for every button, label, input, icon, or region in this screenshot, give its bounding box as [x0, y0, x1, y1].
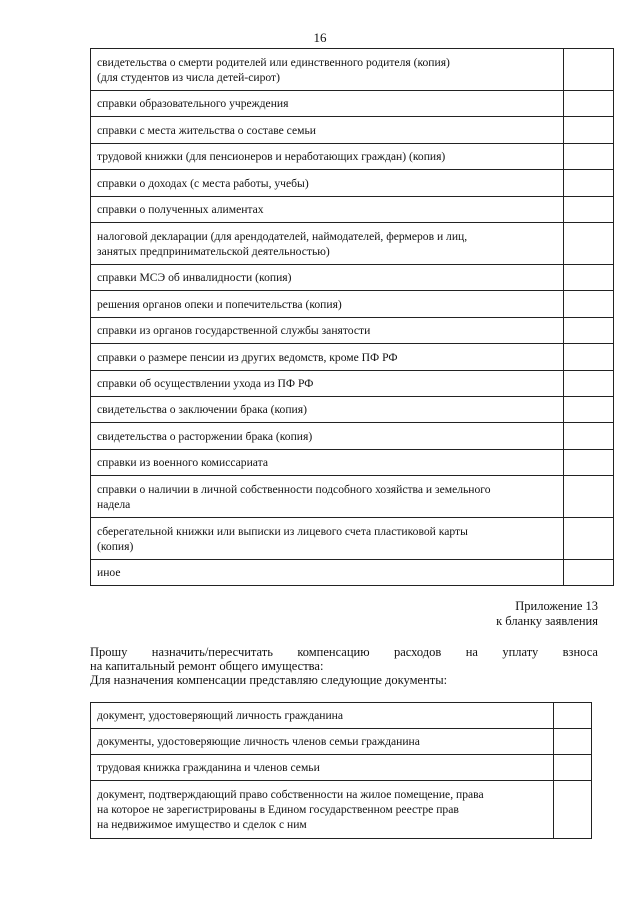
top-table-row-checkbox-cell[interactable]: [564, 223, 614, 265]
appendix-header: [496, 599, 598, 629]
bottom-table-row: [91, 781, 592, 839]
top-table-row-text-line: свидетельства о расторжении брака (копия): [97, 429, 313, 443]
request-line-2: на капитальный ремонт общего имущества:: [90, 659, 324, 673]
top-table-row: [91, 476, 614, 518]
documents-table-top: [90, 48, 614, 586]
top-table-row-label: [91, 371, 564, 397]
top-table-row-text-line: занятых предпринимательской деятельностью): [97, 244, 330, 258]
bottom-table-row-text-line: трудовая книжка гражданина и членов семьи: [97, 761, 320, 774]
top-table-row: [91, 518, 614, 560]
top-table-row-text-line: сберегательной книжки или выписки из лицевого счета пластиковой карты: [97, 524, 468, 538]
bottom-table-row-label: [91, 755, 554, 781]
top-table-row-label: [91, 144, 564, 170]
top-table-row: [91, 423, 614, 450]
top-table-row-label: [91, 265, 564, 291]
top-table-row-text-line: справки с места жительства о составе семьи: [97, 123, 316, 137]
top-table-row-label: [91, 197, 564, 223]
top-table-row-checkbox-cell[interactable]: [564, 265, 614, 291]
top-table-row-checkbox-cell[interactable]: [564, 344, 614, 371]
documents-table-bottom-body: [91, 703, 592, 839]
top-table-row-label: [91, 223, 564, 265]
documents-table-top-body: [91, 49, 614, 586]
top-table-row-checkbox-cell[interactable]: [564, 197, 614, 223]
top-table-row-checkbox-cell[interactable]: [564, 170, 614, 197]
top-table-row-label: [91, 170, 564, 197]
bottom-table-row-checkbox-cell[interactable]: [554, 755, 592, 781]
bottom-table-row-text-line: документы, удостоверяющие личность членов семьи гражданина: [97, 735, 420, 748]
top-table-row-label: [91, 518, 564, 560]
top-table-row-label: [91, 397, 564, 423]
top-table-row-text-line: налоговой декларации (для арендодателей, наймодателей, фермеров и лиц,: [97, 229, 468, 243]
top-table-row-label: [91, 476, 564, 518]
top-table-row-checkbox-cell[interactable]: [564, 423, 614, 450]
top-table-row-label: [91, 91, 564, 117]
bottom-table-row-checkbox-cell[interactable]: [554, 729, 592, 755]
top-table-row-text-line: справки о размере пенсии из других ведомств, кроме ПФ РФ: [97, 350, 398, 364]
top-table-row: [91, 344, 614, 371]
top-table-row: [91, 318, 614, 344]
top-table-row: [91, 170, 614, 197]
top-table-row: [91, 397, 614, 423]
bottom-table-row: [91, 703, 592, 729]
top-table-row-checkbox-cell[interactable]: [564, 371, 614, 397]
top-table-row-text-line: справки из органов государственной службы занятости: [97, 324, 371, 337]
top-table-row-label: [91, 344, 564, 371]
bottom-table-row-text-line: на недвижимое имущество и сделок с ним: [97, 818, 307, 831]
documents-table-bottom: [90, 702, 592, 839]
top-table-row: [91, 223, 614, 265]
top-table-row-label: [91, 318, 564, 344]
request-line-3: Для назначения компенсации представляю следующие документы:: [90, 673, 448, 687]
top-table-row-text-line: справки об осуществлении ухода из ПФ РФ: [97, 377, 314, 390]
top-table-row: [91, 117, 614, 144]
top-table-row-text-line: свидетельства о заключении брака (копия): [97, 403, 307, 416]
top-table-row: [91, 144, 614, 170]
bottom-table-row-label: [91, 729, 554, 755]
top-table-row: [91, 91, 614, 117]
top-table-row: [91, 265, 614, 291]
bottom-table-row: [91, 755, 592, 781]
top-table-row-checkbox-cell[interactable]: [564, 117, 614, 144]
top-table-row-checkbox-cell[interactable]: [564, 291, 614, 318]
top-table-row-text-line: справки о наличии в личной собственности подсобного хозяйства и земельного: [97, 482, 491, 496]
top-table-row-label: [91, 423, 564, 450]
top-table-row-text-line: иное: [97, 566, 121, 579]
bottom-table-row-text-line: на которое не зарегистрированы в Едином государственном реестре прав: [97, 803, 459, 816]
top-table-row-text-line: справки образовательного учреждения: [97, 97, 289, 110]
top-table-row: [91, 371, 614, 397]
appendix-subtitle: к бланку заявления: [496, 614, 598, 628]
top-table-row-label: [91, 560, 564, 586]
top-table-row-checkbox-cell[interactable]: [564, 91, 614, 117]
top-table-row-label: [91, 117, 564, 144]
top-table-row: [91, 450, 614, 476]
bottom-table-row: [91, 729, 592, 755]
top-table-row-checkbox-cell[interactable]: [564, 518, 614, 560]
top-table-row-checkbox-cell[interactable]: [564, 397, 614, 423]
top-table-row-label: [91, 49, 564, 91]
page-number: 16: [313, 30, 327, 45]
top-table-row-text-line: справки о доходах (с места работы, учебы): [97, 176, 309, 190]
top-table-row-text-line: трудовой книжки (для пенсионеров и неработающих граждан) (копия): [97, 150, 446, 163]
top-table-row-checkbox-cell[interactable]: [564, 476, 614, 518]
top-table-row-checkbox-cell[interactable]: [564, 318, 614, 344]
top-table-row-checkbox-cell[interactable]: [564, 144, 614, 170]
bottom-table-row-text-line: документ, подтверждающий право собственности на жилое помещение, права: [97, 788, 484, 801]
top-table-row-text-line: (копия): [97, 539, 134, 553]
top-table-row-checkbox-cell[interactable]: [564, 450, 614, 476]
top-table-row-checkbox-cell[interactable]: [564, 49, 614, 91]
request-paragraph: [90, 645, 598, 687]
top-table-row: [91, 291, 614, 318]
top-table-row-text-line: справки из военного комиссариата: [97, 456, 268, 469]
top-table-row: [91, 560, 614, 586]
top-table-row-label: [91, 291, 564, 318]
bottom-table-row-label: [91, 703, 554, 729]
bottom-table-row-checkbox-cell[interactable]: [554, 781, 592, 839]
bottom-table-row-label: [91, 781, 554, 839]
top-table-row-text-line: справки о полученных алиментах: [97, 203, 264, 216]
bottom-table-row-text-line: документ, удостоверяющий личность гражданина: [97, 709, 343, 722]
top-table-row-checkbox-cell[interactable]: [564, 560, 614, 586]
request-line-1: Прошу назначить/пересчитать компенсацию расходов на уплату взноса: [90, 645, 598, 659]
top-table-row-text-line: (для студентов из числа детей-сирот): [97, 70, 280, 84]
bottom-table-row-checkbox-cell[interactable]: [554, 703, 592, 729]
top-table-row-text-line: надела: [97, 497, 131, 511]
top-table-row: [91, 197, 614, 223]
top-table-row: [91, 49, 614, 91]
top-table-row-text-line: справки МСЭ об инвалидности (копия): [97, 271, 292, 284]
top-table-row-text-line: свидетельства о смерти родителей или единственного родителя (копия): [97, 55, 450, 69]
top-table-row-label: [91, 450, 564, 476]
top-table-row-text-line: решения органов опеки и попечительства (копия): [97, 297, 342, 311]
appendix-title: Приложение 13: [515, 599, 598, 613]
